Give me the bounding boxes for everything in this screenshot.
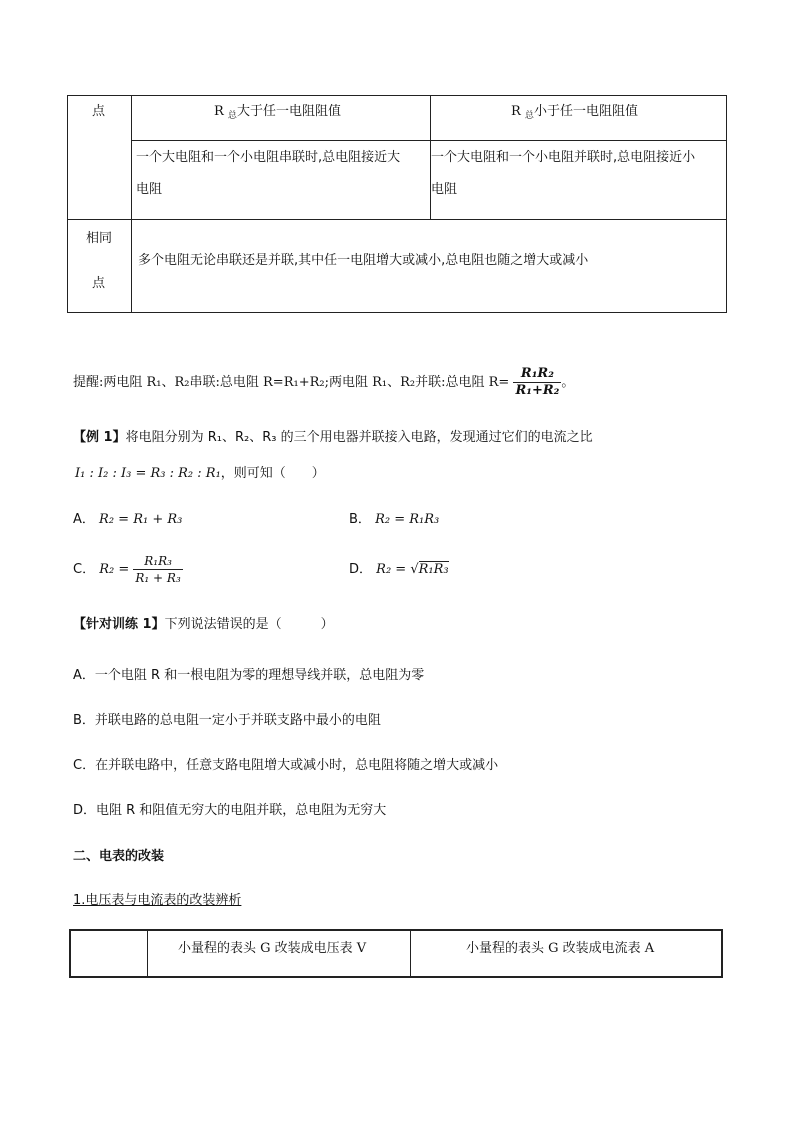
example1-tag: 【例 1】	[73, 430, 126, 445]
training1-stem	[73, 616, 334, 634]
training1-option-a[interactable]: A．一个电阻 R 和一根电阻为零的理想导线并联，总电阻为零	[73, 668, 425, 683]
example1-stem-text: 将电阻分别为 R₁、R₂、R₃ 的三个用电器并联接入电路，发现通过它们的电流之比	[125, 430, 593, 445]
option-b-label: B．	[349, 512, 371, 527]
option-c-num: R₁R₃	[133, 553, 182, 570]
series-note-line2: 电阻	[136, 182, 163, 197]
ammeter-header: 小量程的表头 G 改装成电流表 A	[466, 941, 655, 956]
series-note-line1: 一个大电阻和一个小电阻串联时,总电阻接近大	[136, 150, 401, 165]
parallel-total-resistance-cell: R $_总$小于任一电阻阻值	[511, 104, 638, 121]
option-a-label: A．	[73, 512, 95, 527]
row-label-point: 点	[92, 104, 106, 119]
example1-option-b[interactable]	[349, 511, 439, 529]
option-b-formula: R₂ = R₁R₃	[375, 512, 440, 527]
example1-stem	[73, 429, 593, 447]
voltmeter-header: 小量程的表头 G 改装成电压表 V	[178, 941, 367, 956]
tip-frac-num: R₁R₂	[513, 366, 561, 383]
section2-heading: 二、电表的改装	[73, 849, 165, 864]
parallel-note-line1: 一个大电阻和一个小电阻并联时,总电阻接近小	[431, 150, 696, 165]
example1-ratio-line	[75, 465, 325, 483]
tip-frac-den: R₁+R₂	[515, 383, 560, 398]
option-d-lhs: R₂ =	[376, 562, 407, 577]
example1-then: ，则可知（ ）	[220, 466, 325, 481]
example1-option-d[interactable]	[349, 561, 449, 579]
row-label-same-line1: 相同	[86, 231, 113, 246]
example1-option-c[interactable]	[73, 553, 183, 586]
option-a-formula: R₂ = R₁ + R₃	[99, 512, 183, 527]
tip-end: 。	[561, 375, 575, 390]
tip-fraction	[513, 366, 561, 399]
section2-subheading: 1.电压表与电流表的改装辨析	[73, 893, 242, 908]
same-point-text: 多个电阻无论串联还是并联,其中任一电阻增大或减小,总电阻也随之增大或减小	[138, 253, 589, 268]
training1-stem-text: 下列说法错误的是（ ）	[164, 617, 334, 632]
training1-tag: 【针对训练 1】	[73, 617, 165, 632]
option-c-lhs: R₂ =	[99, 562, 130, 577]
example1-option-a[interactable]	[73, 511, 182, 529]
tip-line	[73, 366, 574, 399]
option-c-label: C．	[73, 562, 96, 577]
option-c-fraction	[133, 553, 182, 586]
row-label-same-line2: 点	[92, 276, 106, 291]
training1-option-b[interactable]: B．并联电路的总电阻一定小于并联支路中最小的电阻	[73, 713, 381, 728]
option-c-den: R₁ + R₃	[135, 571, 181, 585]
training1-option-d[interactable]: D．电阻 R 和阻值无穷大的电阻并联，总电阻为无穷大	[73, 803, 387, 818]
current-ratio: I₁ : I₂ : I₃ = R₃ : R₂ : R₁	[75, 466, 221, 481]
training1-option-c[interactable]: C．在并联电路中，任意支路电阻增大或减小时，总电阻将随之增大或减小	[73, 758, 499, 773]
option-d-label: D．	[349, 562, 373, 577]
series-total-resistance-cell: R $_总$大于任一电阻阻值	[214, 104, 341, 121]
option-d-radicand: R₁R₃	[418, 562, 449, 577]
parallel-note-line2: 电阻	[431, 182, 458, 197]
tip-text: 提醒:两电阻 R₁、R₂串联:总电阻 R=R₁+R₂;两电阻 R₁、R₂并联:总电阻 R=	[73, 375, 510, 390]
sqrt-icon: √	[410, 562, 419, 577]
